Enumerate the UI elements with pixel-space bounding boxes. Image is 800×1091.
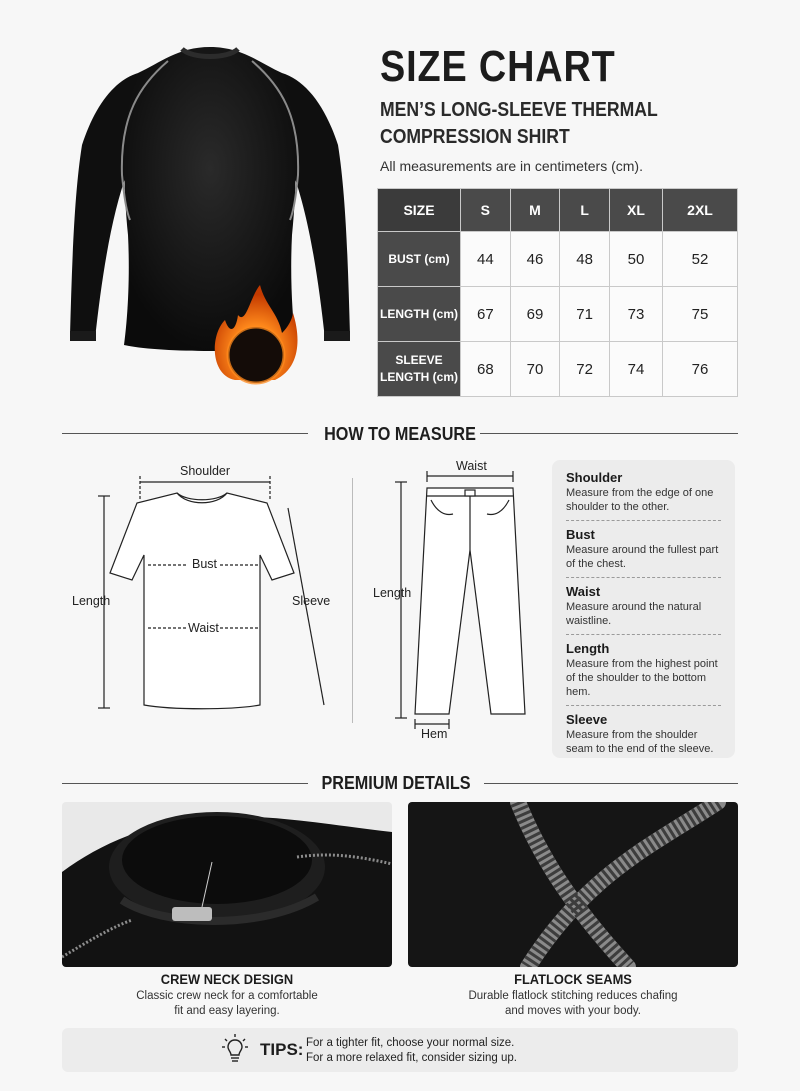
size-header-cell: M bbox=[510, 189, 560, 232]
measurement-guide-panel bbox=[552, 460, 735, 758]
table-cell: 52 bbox=[663, 232, 738, 287]
detail-desc-line: fit and easy layering. bbox=[174, 1005, 280, 1017]
detail-desc-line: Classic crew neck for a comfortable bbox=[136, 990, 318, 1002]
detail-desc-line: Durable flatlock stitching reduces chafing bbox=[468, 990, 678, 1002]
guide-heading: Bust bbox=[566, 527, 595, 542]
table-row bbox=[378, 342, 738, 397]
pants-length-label: Length bbox=[373, 586, 412, 600]
lightbulb-icon bbox=[222, 1034, 248, 1064]
guide-heading: Waist bbox=[566, 584, 601, 599]
row-label bbox=[378, 342, 461, 397]
crew-neck-photo bbox=[62, 802, 392, 967]
detail-desc-line: and moves with your body. bbox=[505, 1005, 641, 1017]
table-cell: 68 bbox=[461, 342, 511, 397]
table-cell: 44 bbox=[461, 232, 511, 287]
size-header-cell: XL bbox=[609, 189, 662, 232]
subtitle-line: COMPRESSION SHIRT bbox=[380, 126, 570, 148]
detail-caption: CREW NECK DESIGN bbox=[160, 971, 294, 987]
pants-waist-label: Waist bbox=[456, 459, 487, 473]
size-column-header: SIZE bbox=[378, 189, 461, 232]
page-title: SIZE CHART bbox=[380, 42, 616, 91]
list-item bbox=[566, 525, 721, 578]
guide-desc: Measure from the edge of one shoulder to the other. bbox=[566, 487, 714, 513]
row-label bbox=[378, 232, 461, 287]
waist-label: Waist bbox=[188, 621, 219, 635]
hero-shirt-image bbox=[60, 35, 360, 395]
product-subtitle bbox=[380, 97, 679, 151]
section-divider bbox=[484, 783, 738, 784]
table-cell: 71 bbox=[560, 287, 610, 342]
table-row bbox=[378, 232, 738, 287]
table-header-row bbox=[378, 189, 738, 232]
section-title-how-to-measure: HOW TO MEASURE bbox=[324, 424, 476, 444]
table-cell: 67 bbox=[461, 287, 511, 342]
units-note: All measurements are in centimeters (cm). bbox=[380, 158, 643, 174]
diagram-divider bbox=[352, 478, 353, 723]
guide-desc: Measure around the natural waistline. bbox=[566, 601, 702, 627]
table-cell: 69 bbox=[510, 287, 560, 342]
guide-heading: Sleeve bbox=[566, 712, 608, 727]
guide-heading: Length bbox=[566, 641, 610, 656]
section-divider bbox=[62, 783, 308, 784]
guide-desc: Measure from the shoulder seam to the end of the sleeve. bbox=[566, 729, 714, 755]
table-cell: 48 bbox=[560, 232, 610, 287]
table-cell: 73 bbox=[609, 287, 662, 342]
table-cell: 46 bbox=[510, 232, 560, 287]
length-label: Length bbox=[72, 594, 111, 608]
tip-line: For a tighter fit, choose your normal size. bbox=[306, 1037, 515, 1049]
tips-text bbox=[306, 1036, 517, 1066]
guide-heading: Shoulder bbox=[566, 470, 623, 485]
row-label-text: LENGTH (cm) bbox=[380, 370, 458, 384]
section-divider bbox=[480, 433, 738, 434]
table-cell: 74 bbox=[609, 342, 662, 397]
table-cell: 50 bbox=[609, 232, 662, 287]
detail-desc bbox=[408, 989, 738, 1019]
tshirt-diagram bbox=[62, 460, 352, 725]
pants-diagram bbox=[365, 460, 545, 745]
row-label-text: SLEEVE bbox=[395, 353, 443, 367]
table-cell: 75 bbox=[663, 287, 738, 342]
tip-line: For a more relaxed fit, consider sizing up. bbox=[306, 1052, 517, 1064]
row-label bbox=[378, 287, 461, 342]
row-label-text: LENGTH (cm) bbox=[380, 306, 458, 321]
flatlock-seams-photo bbox=[408, 802, 738, 967]
list-item bbox=[566, 710, 721, 762]
shoulder-label: Shoulder bbox=[180, 464, 231, 478]
tips-label: TIPS: bbox=[260, 1040, 304, 1059]
size-table bbox=[377, 188, 738, 397]
table-cell: 76 bbox=[663, 342, 738, 397]
list-item bbox=[566, 639, 721, 706]
table-cell: 72 bbox=[560, 342, 610, 397]
size-header-cell: L bbox=[560, 189, 610, 232]
bust-label: Bust bbox=[192, 557, 218, 571]
detail-desc bbox=[62, 989, 392, 1019]
guide-desc: Measure from the highest point of the shoulder to the bottom hem. bbox=[566, 658, 718, 698]
section-title-premium-details: PREMIUM DETAILS bbox=[321, 773, 471, 793]
guide-desc: Measure around the fullest part of the chest. bbox=[566, 544, 719, 570]
hem-label: Hem bbox=[421, 727, 448, 741]
table-cell: 70 bbox=[510, 342, 560, 397]
list-item bbox=[566, 468, 721, 521]
row-label-text: BUST (cm) bbox=[388, 251, 450, 266]
sleeve-label: Sleeve bbox=[292, 594, 331, 608]
size-header-cell: S bbox=[461, 189, 511, 232]
subtitle-line: MEN’S LONG-SLEEVE THERMAL bbox=[380, 99, 658, 121]
list-item bbox=[566, 582, 721, 635]
size-header-cell: 2XL bbox=[663, 189, 738, 232]
section-divider bbox=[62, 433, 308, 434]
table-row bbox=[378, 287, 738, 342]
detail-caption: FLATLOCK SEAMS bbox=[514, 971, 632, 987]
